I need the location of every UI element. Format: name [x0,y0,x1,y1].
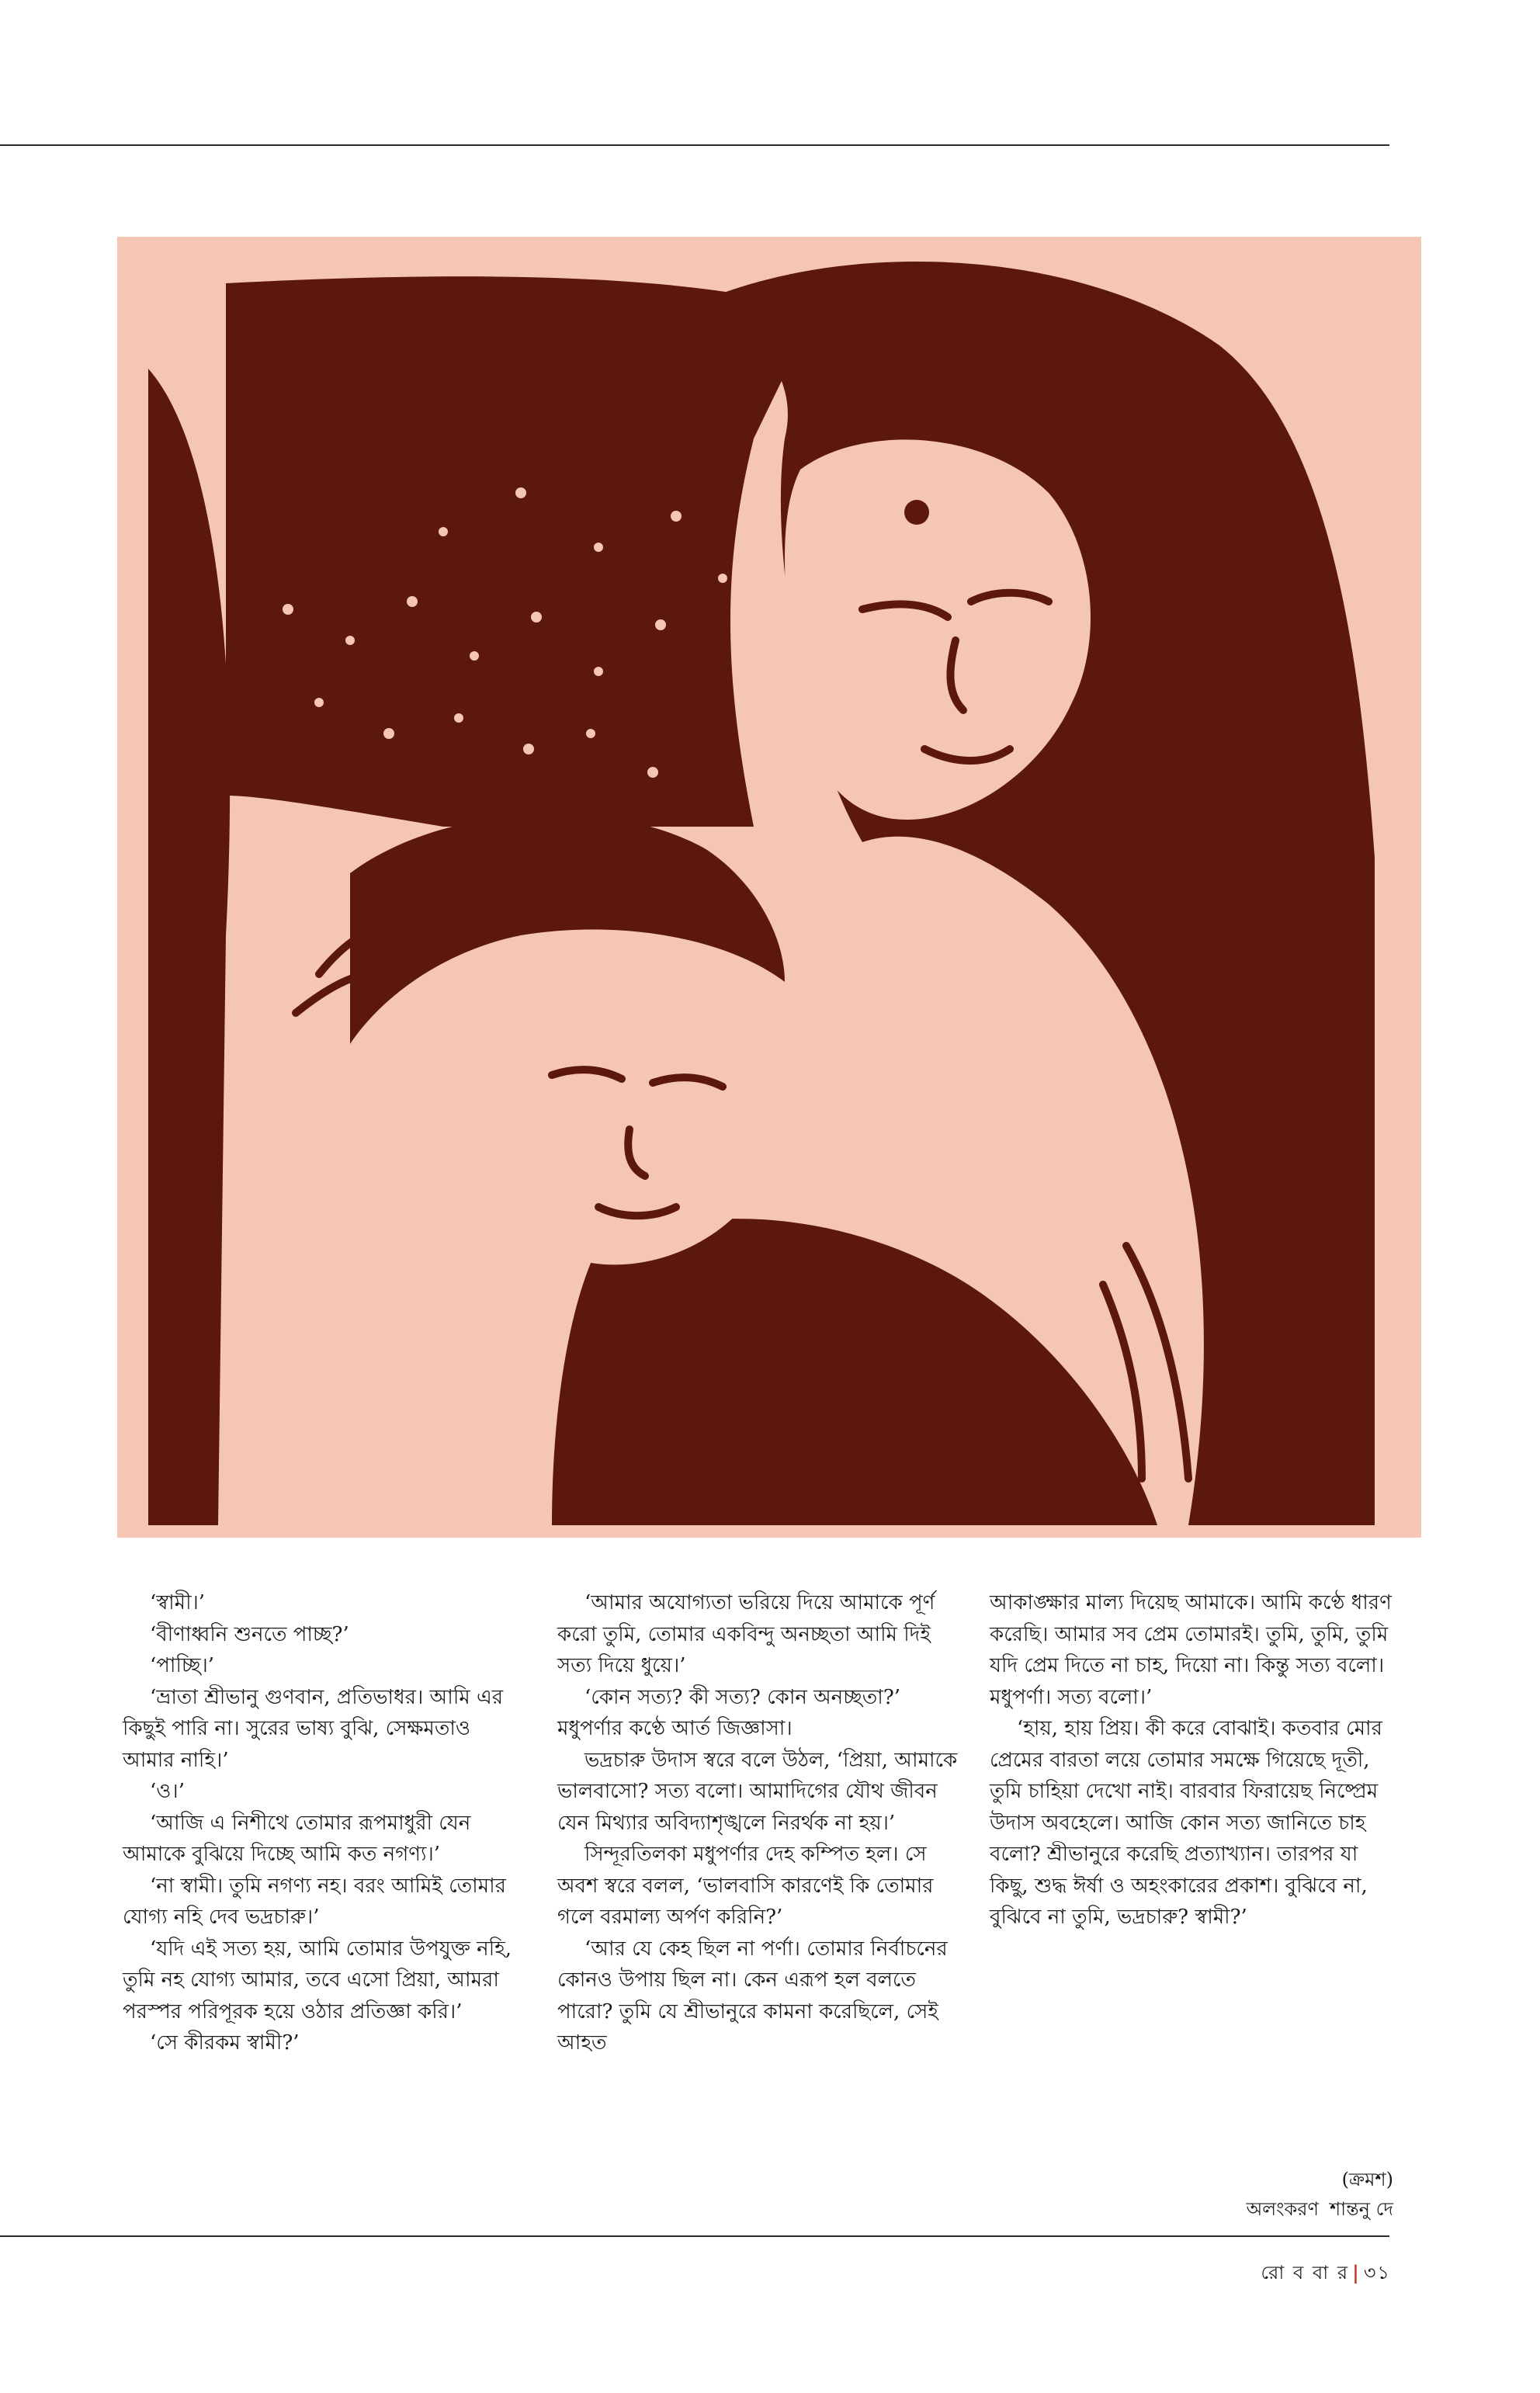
paragraph: ‘হায়, হায় প্রিয়। কী করে বোঝাই। কতবার মোর প্রেমের বারতা লয়ে তোমার সমক্ষে গিয়েছে দূতী, তুমি চাহিয়া দেখো নাই। বারবার ফিরায়েছ নিষ্প্রেম উদাস অবহেলে। আজি কোন সত্য জানিতে চাহ বলো? শ্রীভানুরে করেছি প্রত্যাখ্যান। তারপর যা কিছু, শুদ্ধ ঈর্ষা ও অহংকারের প্রকাশ। বুঝিবে না, বুঝিবে না তুমি, ভদ্রচারু? স্বামী?’ [990,1717,1382,1929]
illustration-label: অলংকরণ [1246,2198,1319,2220]
paragraph: ‘ও।’ [150,1780,185,1803]
paragraph: ‘স্বামী।’ [150,1591,206,1614]
illustration-credit [1246,2195,1393,2226]
page-footer [1261,2259,1391,2290]
paragraph: ‘সে কীরকম স্বামী?’ [150,2031,300,2055]
paragraph: আকাঙ্ক্ষার মাল্য দিয়েছ আমাকে। আমি কণ্ঠে ধারণ করেছি। আমার সব প্রেম তোমারই। তুমি, তুমি, তুমি যদি প্রেম দিতে না চাহ, দিয়ো না। কিন্তু সত্য বলো। মধুপর্ণা। সত্য বলো।’ [990,1591,1392,1709]
paragraph: ‘আমার অযোগ্যতা ভরিয়ে দিয়ে আমাকে পূর্ণ করো তুমি, তোমার একবিন্দু অনচ্ছতা আমি দিই সত্য দিয়ে ধুয়ে।’ [557,1591,935,1677]
illustrator-name: শান্তনু দে [1329,2198,1393,2220]
illustration [117,237,1421,1538]
text-column-2 [557,1587,961,2059]
paragraph: ‘কোন সত্য? কী সত্য? কোন অনচ্ছতা?’ মধুপর্ণার কণ্ঠে আর্ত জিজ্ঞাসা। [557,1685,901,1740]
text-column-3 [990,1587,1393,1933]
woodcut-illustration [117,237,1421,1538]
to-be-continued: (ক্রমশ) [1341,2169,1393,2190]
magazine-name: রো ব বা র [1261,2262,1350,2284]
paragraph: ‘পাচ্ছি।’ [150,1654,215,1677]
paragraph: ‘বীণাধ্বনি শুনতে পাচ্ছ?’ [150,1622,349,1646]
bottom-rule [0,2235,1389,2237]
text-column-1 [123,1587,526,2059]
page-number: ৩১ [1363,2262,1391,2284]
paragraph: ‘আর যে কেহ ছিল না পর্ণা। তোমার নির্বাচনের কোনও উপায় ছিল না। কেন এরূপ হল বলতে পারো? তুমি যে শ্রীভানুরে কামনা করেছিলে, সেই আহত [557,1937,948,2055]
paragraph: ভদ্রচারু উদাস স্বরে বলে উঠল, ‘প্রিয়া, আমাকে ভালবাসো? সত্য বলো। আমাদিগের যৌথ জীবন যেন মিথ্যার অবিদ্যাশৃঙ্খলে নিরর্থক না হয়।’ [557,1748,958,1835]
paragraph: ‘যদি এই সত্য হয়, আমি তোমার উপযুক্ত নহি, তুমি নহ যোগ্য আমার, তবে এসো প্রিয়া, আমরা পরস্পর পরিপূরক হয়ে ওঠার প্রতিজ্ঞা করি।’ [123,1937,512,2024]
paragraph: ‘আজি এ নিশীথে তোমার রূপমাধুরী যেন আমাকে বুঝিয়ে দিচ্ছে আমি কত নগণ্য।’ [123,1811,471,1866]
footer-separator: | [1352,2261,1361,2284]
article-text [0,1587,1540,2193]
paragraph: ‘না স্বামী। তুমি নগণ্য নহ। বরং আমিই তোমার যোগ্য নহি দেব ভদ্রচারু।’ [123,1874,506,1929]
top-rule [0,144,1389,146]
paragraph: সিন্দূরতিলকা মধুপর্ণার দেহ কম্পিত হল। সে অবশ স্বরে বলল, ‘ভালবাসি কারণেই কি তোমার গলে বরমাল্য অর্পণ করিনি?’ [557,1843,934,1929]
paragraph: ‘ভ্রাতা শ্রীভানু গুণবান, প্রতিভাধর। আমি এর কিছুই পারি না। সুরের ভাষ্য বুঝি, সেক্ষমতাও আমার নাহি।’ [123,1685,504,1772]
